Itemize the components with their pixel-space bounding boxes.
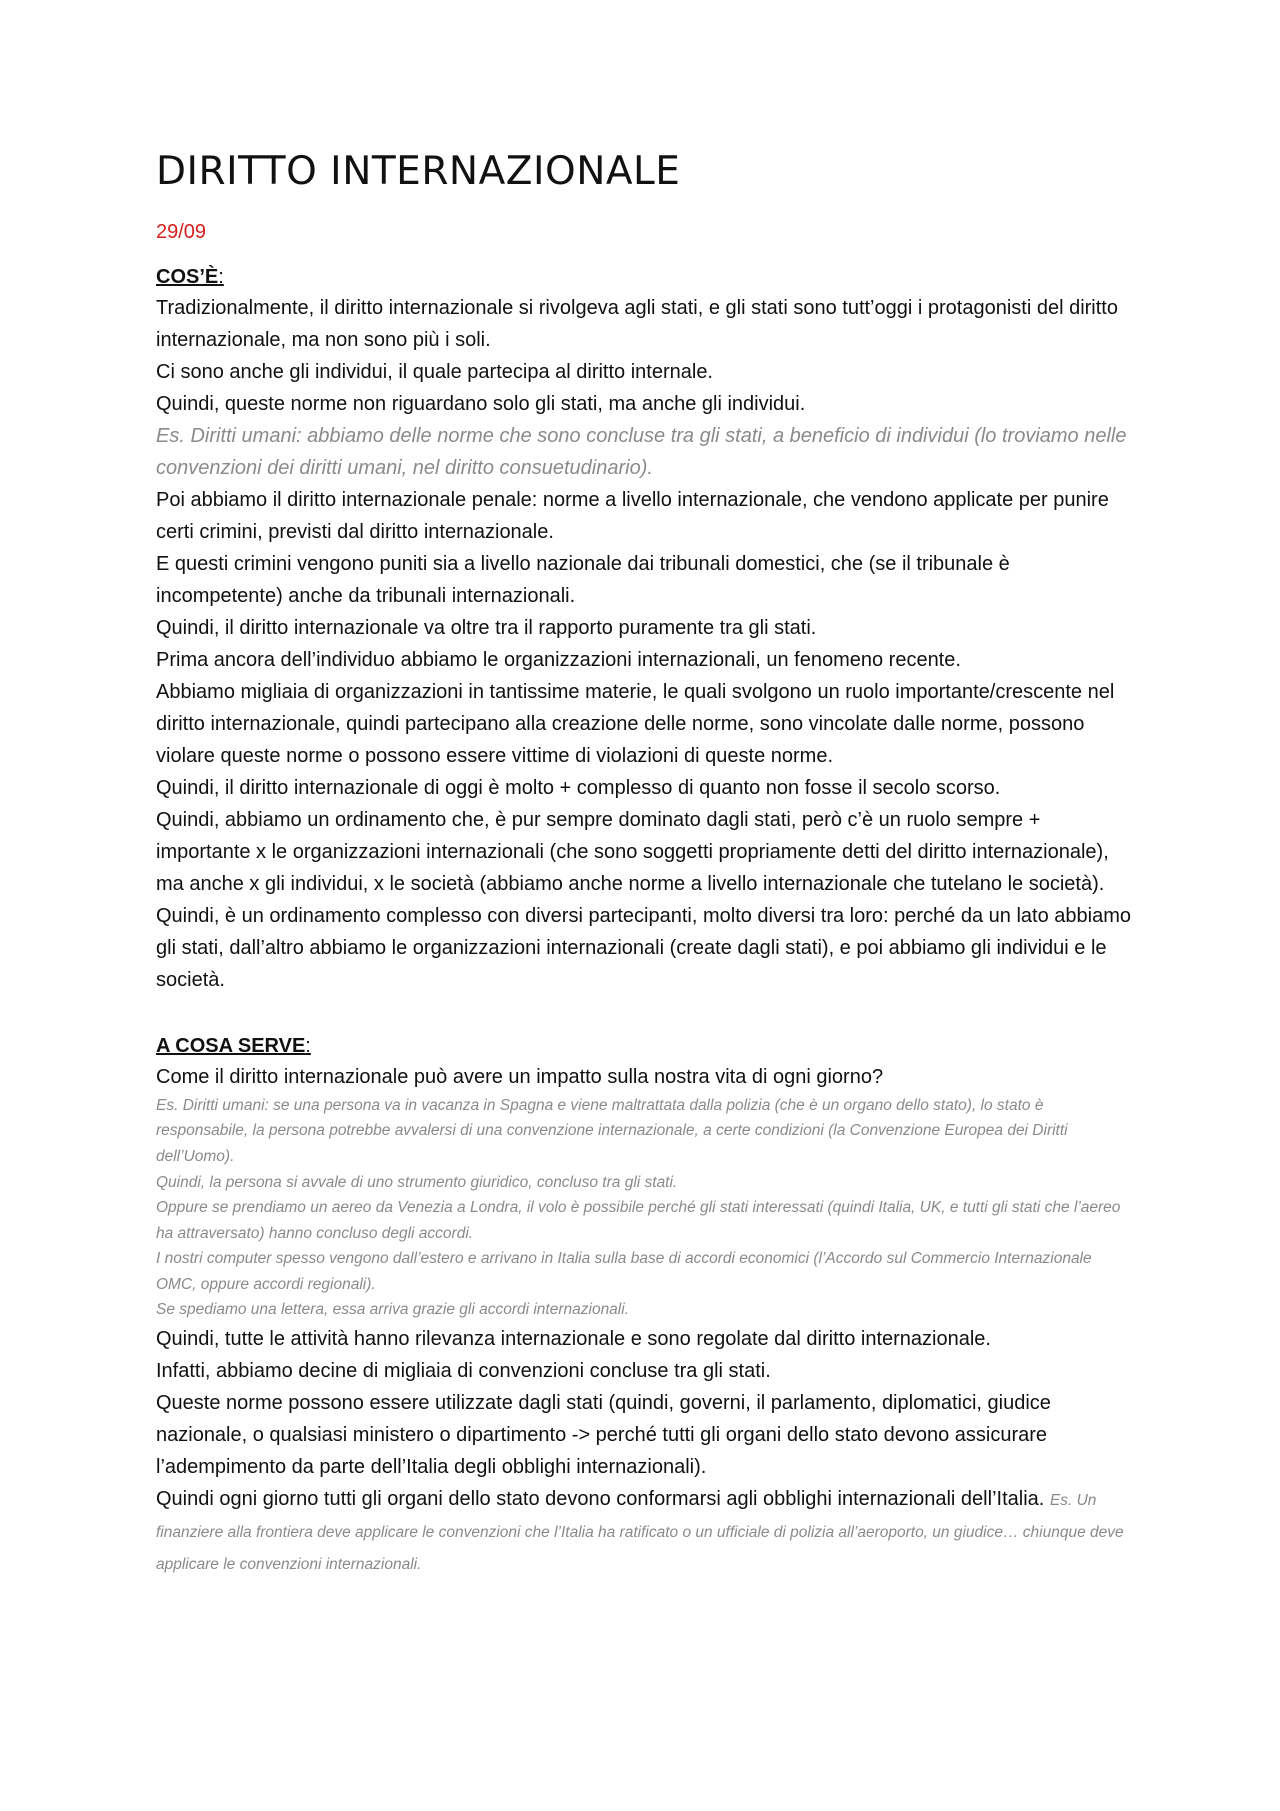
paragraph: Quindi, il diritto internazionale di oggi è molto + complesso di quanto non fosse il secolo scorso.	[156, 776, 1001, 799]
section-heading	[156, 1032, 1136, 1061]
date-label: 29/09	[156, 220, 207, 243]
paragraph: Quindi, il diritto internazionale va oltre tra il rapporto puramente tra gli stati.	[156, 616, 817, 639]
example-paragraph: Oppure se prendiamo un aereo da Venezia a Londra, il volo è possibile perché gli stati interessati (quindi Italia, UK, e tutti gli stati che l’aereo ha attraversato) hanno concluso degli accordi.	[156, 1199, 1121, 1242]
paragraph	[156, 1483, 1136, 1579]
section-spacer	[156, 996, 1136, 1032]
paragraph: E questi crimini vengono puniti sia a livello nazionale dai tribunali domestici, che (se il tribunale è incompetente) anche da tribunali internazionali.	[156, 552, 1010, 607]
document-title: DIRITTO INTERNAZIONALE	[156, 149, 681, 194]
example-paragraph: Quindi, la persona si avvale di uno strumento giuridico, concluso tra gli stati.	[156, 1173, 678, 1191]
paragraph: Quindi, queste norme non riguardano solo gli stati, ma anche gli individui.	[156, 392, 806, 415]
paragraph: Infatti, abbiamo decine di migliaia di convenzioni concluse tra gli stati.	[156, 1359, 771, 1382]
section-heading-text: COS’È	[156, 265, 219, 288]
example-paragraph: Es. Diritti umani: se una persona va in vacanza in Spagna e viene maltrattata dalla polizia (che è un organo dello stato), lo stato è responsabile, la persona potrebbe avvalersi di una convenzione internazionale, a certe condizioni (la Convenzione Europea dei Diritti dell’Uomo).	[156, 1096, 1068, 1165]
paragraph: Abbiamo migliaia di organizzazioni in tantissime materie, le quali svolgono un ruolo importante/crescente nel diritto internazionale, quindi partecipano alla creazione delle norme, sono vincolate dalle norme, possono violare queste norme o possono essere vittime di violazioni di queste norme.	[156, 680, 1115, 767]
heading-colon: :	[305, 1034, 311, 1057]
paragraph: Ci sono anche gli individui, il quale partecipa al diritto internale.	[156, 360, 713, 383]
section-heading-text: A COSA SERVE	[156, 1034, 306, 1057]
paragraph: Poi abbiamo il diritto internazionale penale: norme a livello internazionale, che vendono applicate per punire certi crimini, previsti dal diritto internazionale.	[156, 488, 1109, 543]
question-paragraph: Come il diritto internazionale può avere un impatto sulla nostra vita di ogni giorno?	[156, 1065, 884, 1088]
paragraph: Prima ancora dell’individuo abbiamo le organizzazioni internazionali, un fenomeno recente.	[156, 648, 961, 671]
example-paragraph: Se spediamo una lettera, essa arriva grazie gli accordi internazionali.	[156, 1301, 629, 1319]
paragraph: Tradizionalmente, il diritto internazionale si rivolgeva agli stati, e gli stati sono tutt’oggi i protagonisti del diritto internazionale, ma non sono più i soli.	[156, 296, 1118, 351]
example-paragraph: I nostri computer spesso vengono dall’estero e arrivano in Italia sulla base di accordi economici (l’Accordo sul Commercio Internazionale OMC, oppure accordi regionali).	[156, 1250, 1092, 1293]
document-page	[156, 150, 1136, 1579]
heading-colon: :	[218, 265, 224, 288]
paragraph: Quindi, è un ordinamento complesso con diversi partecipanti, molto diversi tra loro: perché da un lato abbiamo gli stati, dall’altro abbiamo le organizzazioni internazionali (create dagli stati), e poi abbiamo gli individui e le società.	[156, 904, 1131, 991]
paragraph: Quindi, tutte le attività hanno rilevanza internazionale e sono regolate dal diritto internazionale.	[156, 1327, 991, 1350]
section-a-cosa-serve	[156, 1032, 1136, 1579]
example-paragraph: Es. Diritti umani: abbiamo delle norme che sono concluse tra gli stati, a beneficio di individui (lo troviamo nelle convenzioni dei diritti umani, nel diritto consuetudinario).	[156, 424, 1127, 479]
section-heading	[156, 263, 1136, 292]
paragraph: Queste norme possono essere utilizzate dagli stati (quindi, governi, il parlamento, diplomatici, giudice nazionale, o qualsiasi ministero o dipartimento -> perché tutti gli organi dello stato devono assicurare l’adempimento da parte dell’Italia degli obblighi internazionali).	[156, 1391, 1051, 1478]
inline-example: Es. Un finanziere alla frontiera deve applicare le convenzioni che l’Italia ha ratificato o un ufficiale di polizia all’aeroporto, un giudice… chiunque deve applicare le convenzioni internazionali.	[156, 1491, 1124, 1573]
paragraph-text: Quindi ogni giorno tutti gli organi dello stato devono conformarsi agli obblighi internazionali dell’Italia.	[156, 1487, 1045, 1510]
paragraph: Quindi, abbiamo un ordinamento che, è pur sempre dominato dagli stati, però c’è un ruolo sempre + importante x le organizzazioni internazionali (che sono soggetti propriamente detti del diritto internazionale), ma anche x gli individui, x le società (abbiamo anche norme a livello internazionale che tutelano le società).	[156, 808, 1109, 895]
section-cose	[156, 263, 1136, 996]
